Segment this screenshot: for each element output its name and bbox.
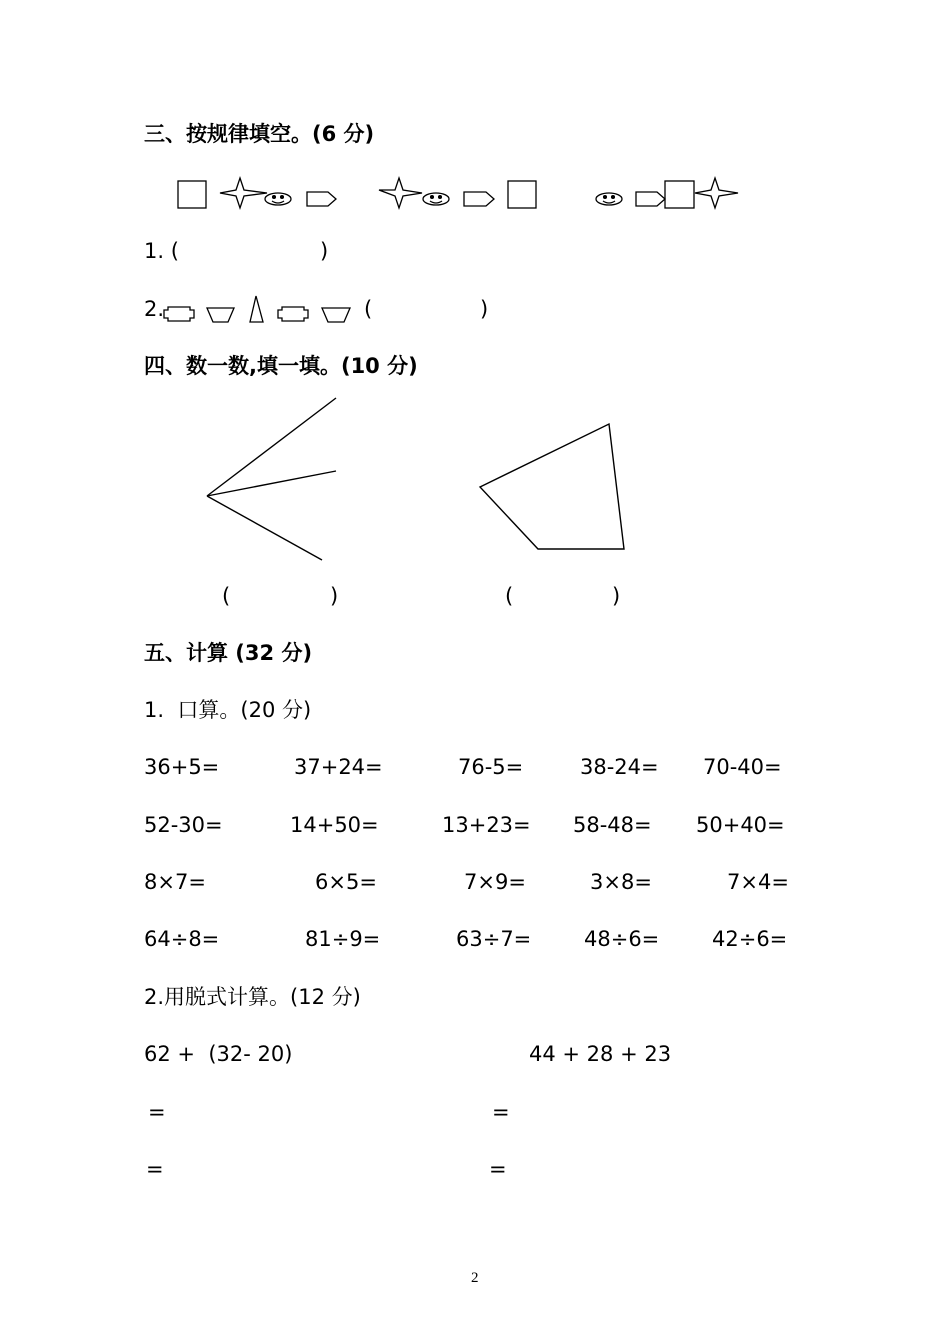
oral-problem: 42÷6= <box>712 927 788 951</box>
blank2-open-paren: ( <box>505 584 514 608</box>
blank2-close-paren: ) <box>612 584 621 608</box>
square-icon <box>178 181 206 208</box>
pattern-sequence <box>170 175 750 220</box>
equals-sign: = <box>489 1157 507 1181</box>
oral-calc-heading: 1. 口算。(20 分) <box>144 698 312 722</box>
trapezoid-icon <box>322 308 350 322</box>
equals-sign: = <box>148 1100 166 1124</box>
oral-problem: 14+50= <box>290 813 379 837</box>
oral-problem: 63÷7= <box>456 927 532 951</box>
equals-sign: = <box>492 1100 510 1124</box>
angle-figure <box>207 398 336 560</box>
oral-problem: 64÷8= <box>144 927 220 951</box>
oral-problem: 13+23= <box>442 813 531 837</box>
notched-rect-icon <box>164 307 194 321</box>
section4-title: 四、数一数,填一填。(10 分) <box>144 354 418 378</box>
oral-problem: 37+24= <box>294 755 383 779</box>
smiley-icon <box>265 193 291 205</box>
oral-problem: 7×9= <box>464 870 526 894</box>
tag-icon <box>307 192 336 206</box>
square-icon <box>508 181 536 208</box>
notched-rect-icon <box>278 307 308 321</box>
smiley-icon <box>423 193 449 205</box>
oral-problem: 52-30= <box>144 813 223 837</box>
q1-label: 1. ( <box>144 239 179 263</box>
tag-icon <box>636 192 665 206</box>
q2-shape-sequence <box>162 292 362 328</box>
q2-open-paren: ( <box>364 297 373 321</box>
tag-icon <box>464 192 494 206</box>
trapezoid-icon <box>207 308 234 322</box>
quadrilateral-figure <box>480 424 624 549</box>
oral-problem: 48÷6= <box>584 927 660 951</box>
oral-problem: 81÷9= <box>305 927 381 951</box>
oral-problem: 58-48= <box>573 813 652 837</box>
blank1-open-paren: ( <box>222 584 231 608</box>
q2-close-paren: ) <box>480 297 489 321</box>
section3-title: 三、按规律填空。(6 分) <box>144 122 375 146</box>
oral-problem: 70-40= <box>703 755 782 779</box>
star-icon <box>379 178 422 208</box>
expression-1: 62 + (32- 20) <box>144 1042 293 1066</box>
star-icon <box>695 178 738 208</box>
oral-problem: 6×5= <box>315 870 377 894</box>
oral-problem: 50+40= <box>696 813 785 837</box>
oral-problem: 76-5= <box>458 755 524 779</box>
q2-label: 2. <box>144 297 165 321</box>
page-number: 2 <box>471 1270 479 1286</box>
equals-sign: = <box>146 1157 164 1181</box>
expression-2: 44 + 28 + 23 <box>529 1042 672 1066</box>
figures <box>0 390 700 570</box>
triangle-icon <box>250 296 263 322</box>
oral-problem: 7×4= <box>727 870 789 894</box>
square-icon <box>665 181 694 208</box>
oral-problem: 8×7= <box>144 870 206 894</box>
star-icon <box>220 178 267 208</box>
oral-problem: 36+5= <box>144 755 220 779</box>
oral-problem: 38-24= <box>580 755 659 779</box>
smiley-icon <box>596 193 622 205</box>
q1-close-paren: ) <box>320 239 329 263</box>
oral-problem: 3×8= <box>590 870 652 894</box>
section5-title: 五、计算 (32 分) <box>144 641 313 665</box>
blank1-close-paren: ) <box>330 584 339 608</box>
stepwise-heading: 2.用脱式计算。(12 分) <box>144 985 361 1009</box>
